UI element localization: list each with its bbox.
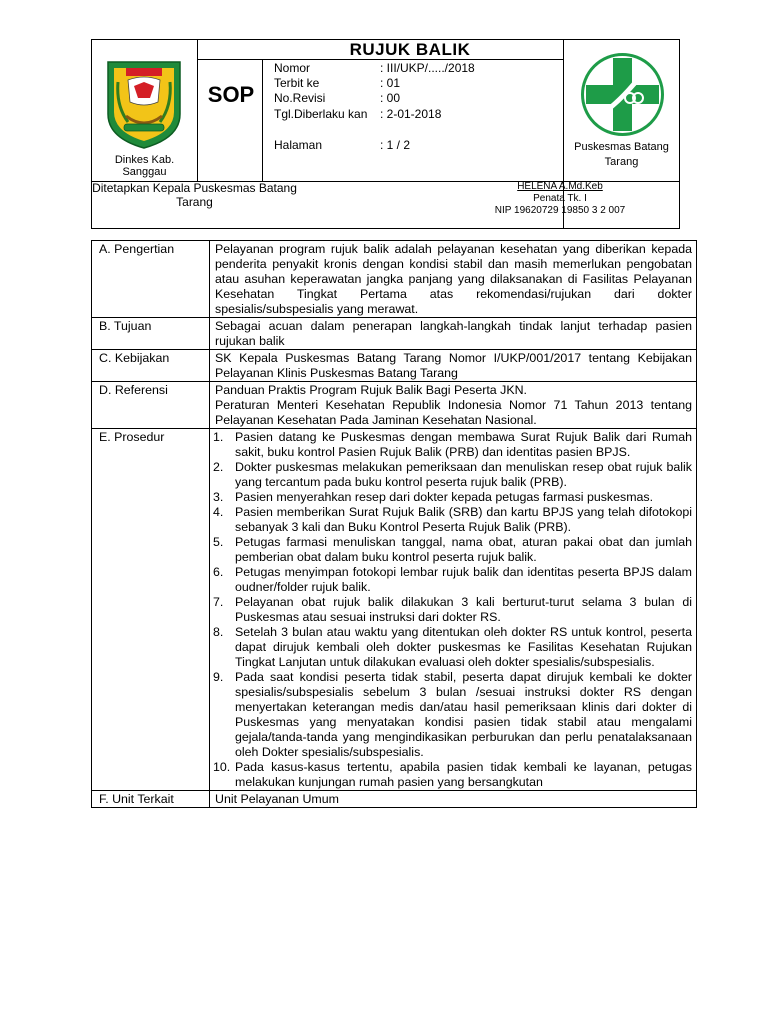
meta-value-nomor: : III/UKP/...../2018 [380, 61, 475, 75]
meta-value-revisi: : 00 [380, 91, 401, 105]
meta-key-revisi: No.Revisi [274, 91, 326, 105]
referensi-item: Peraturan Menteri Kesehatan Republik Indonesia Nomor 71 Tahun 2013 tentang Pelayanan Kesehatan Pada Jaminan Kesehatan Nasional. [215, 398, 692, 427]
prosedur-step: 7. Pelayanan obat rujuk balik dilakukan 3 kali berturut-turut selama 3 bulan di Puskesmas atau sesuai instruksi dari dokter RS. [213, 595, 692, 624]
prosedur-step: 4. Pasien memberikan Surat Rujuk Balik (SRB) dan kartu BPJS yang telah difotokopi sebanyak 3 kali dan Buku Kontrol Peserta Rujuk Balik (PRB). [213, 505, 692, 534]
meta-key-halaman: Halaman [274, 138, 323, 152]
label-tujuan: B. Tujuan [92, 318, 210, 350]
puskesmas-cross-logo-icon [580, 52, 665, 137]
text-tujuan: Sebagai acuan dalam penerapan langkah-langkah tindak lanjut terhadap pasien rujukan balik [210, 318, 697, 350]
meta-key-terbit: Terbit ke [274, 76, 320, 90]
signer-name: HELENA A.Md.Keb [517, 181, 603, 192]
row-kebijakan [92, 350, 697, 382]
signer-nip: NIP 19620729 19850 3 2 007 [494, 205, 626, 216]
text-pengertian: Pelayanan program rujuk balik adalah pelayanan kesehatan yang diberikan kepada penderita penyakit kronis dengan kondisi stabil dan masih memerlukan pengobatan atau asuhan keperawatan jangka panjang yang dilaksanakan di Fasilitas Pelayanan Kesehatan Tingkat Pertama atas rekomendasi/rujukan dari dokter spesialis/subspesialis yang merawat. [210, 241, 697, 318]
prosedur-step: 5. Petugas farmasi menuliskan tanggal, nama obat, aturan pakai obat dan jumlah pemberian obat dalam buku kontrol peserta rujuk balik. [213, 535, 692, 564]
prosedur-step: 10. Pada kasus-kasus tertentu, apabila pasien tidak kembali ke layanan, petugas melakukan kunjungan rumah pasien yang bersangkutan [213, 760, 692, 789]
row-unit-terkait [92, 791, 697, 808]
row-pengertian [92, 241, 697, 318]
prosedur-step: 8. Setelah 3 bulan atau waktu yang ditentukan oleh dokter RS untuk kontrol, peserta dapat dirujuk kembali oleh dokter puskesmas ke Fasilitas Kesehatan Rujukan Tingkat Lanjutan untuk dilakukan evaluasi oleh dokter spesialis/subspesialis. [213, 625, 692, 669]
prosedur-step: 1. Pasien datang ke Puskesmas dengan membawa Surat Rujuk Balik dari Rumah sakit, buku kontrol Pasien Rujuk Balik (PRB) dan identitas pasien BPJS. [213, 430, 692, 459]
sop-label: SOP [207, 82, 255, 107]
puskesmas-label: Puskesmas Batang Tarang [574, 141, 669, 168]
prosedur-step: 3. Pasien menyerahkan resep dari dokter kepada petugas farmasi puskesmas. [213, 490, 654, 504]
ditetapkan-label: Ditetapkan Kepala Puskesmas Batang Tarang [92, 181, 297, 209]
meta-key-tgl: Tgl.Diberlaku kan [274, 107, 368, 121]
meta-key-nomor: Nomor [274, 61, 311, 75]
referensi-list [210, 382, 697, 429]
prosedur-list [210, 429, 697, 791]
row-referensi [92, 382, 697, 429]
meta-value-tgl: : 2-01-2018 [380, 107, 442, 121]
dinkes-label: Dinkes Kab. Sanggau [114, 154, 175, 178]
label-pengertian: A. Pengertian [92, 241, 210, 318]
label-prosedur: E. Prosedur [92, 429, 210, 791]
prosedur-step: 6. Petugas menyimpan fotokopi lembar rujuk balik dan identitas peserta BPJS dalam oudner/folder rujuk balik. [213, 565, 692, 594]
prosedur-step: 9. Pada saat kondisi peserta tidak stabil, peserta dapat dirujuk kembali ke dokter spesialis/subspesialis sebelum 3 bulan /sesuai instruksi dokter RS dengan menyertakan keterangan medis dan/atau hasil pemeriksaan klinis dari dokter di Puskesmas yang menyatakan kondisi pasien tidak stabil atau mengalami gejala/tanda-tanda yang mengindikasikan perburukan dan perlu penatalaksanaan oleh Dokter spesialis/subspesialis. [213, 670, 692, 759]
row-tujuan [92, 318, 697, 350]
label-unit-terkait: F. Unit Terkait [92, 791, 210, 808]
text-unit-terkait: Unit Pelayanan Umum [210, 791, 697, 808]
signer-rank: Penata Tk. I [533, 193, 587, 204]
referensi-item: Panduan Praktis Program Rujuk Balik Bagi Peserta JKN. [215, 383, 527, 397]
sop-content-table [91, 240, 697, 808]
text-kebijakan: SK Kepala Puskesmas Batang Tarang Nomor I/UKP/001/2017 tentang Kebijakan Pelayanan Klinis Puskesmas Batang Tarang [210, 350, 697, 382]
kabupaten-sanggau-emblem-icon [104, 58, 184, 150]
meta-value-terbit: : 01 [380, 76, 401, 90]
label-referensi: D. Referensi [92, 382, 210, 429]
label-kebijakan: C. Kebijakan [92, 350, 210, 382]
prosedur-step: 2. Dokter puskesmas melakukan pemeriksaan dan menuliskan resep obat rujuk balik yang tercantum pada buku kontrol peserta rujuk balik (PRB). [213, 460, 692, 489]
document-title: RUJUK BALIK [349, 40, 471, 59]
row-prosedur [92, 429, 697, 791]
meta-value-halaman: : 1 / 2 [380, 138, 411, 152]
